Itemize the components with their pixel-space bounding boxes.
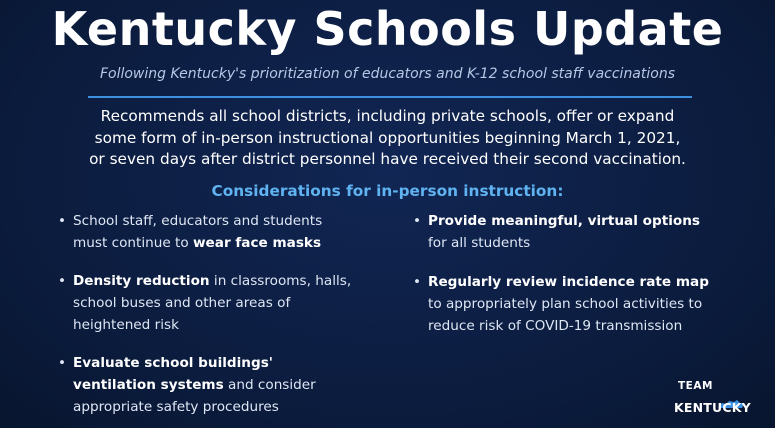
bullet-text-after: in classrooms, halls, school buses and other areas of heightened risk — [73, 273, 352, 333]
bullet-text-after: for all students — [428, 235, 531, 251]
bullet-virtual-options — [412, 210, 722, 254]
intro-paragraph — [40, 106, 735, 171]
bullet-bold: Evaluate school buildings' ventilation systems — [73, 355, 273, 393]
bullet-density-reduction — [57, 270, 357, 336]
considerations-heading: Considerations for in-person instruction: — [211, 182, 564, 200]
bullet-text-after: and consider appropriate safety procedures — [73, 377, 316, 415]
bullet-incidence-map — [412, 271, 722, 337]
bullet-bold: Regularly review incidence rate map — [428, 274, 709, 290]
bullet-ventilation — [57, 352, 357, 418]
left-bullet-list — [57, 210, 357, 418]
bullet-text-before: School staff, educators and students must continue to — [73, 213, 323, 251]
intro-line-3: or seven days after district personnel have received their second vaccination. — [89, 150, 686, 168]
page-title: Kentucky Schools Update — [51, 2, 724, 56]
logo-kentucky-text: KENTUCKY — [674, 400, 751, 415]
bullet-text-after: to appropriately plan school activities to reduce risk of COVID-19 transmission — [428, 296, 703, 334]
bullet-face-masks — [57, 210, 357, 254]
right-bullet-list — [412, 210, 722, 337]
bullet-bold: Provide meaningful, virtual options — [428, 213, 700, 229]
intro-line-1: Recommends all school districts, including private schools, offer or expand — [100, 107, 675, 125]
team-kentucky-logo — [674, 380, 766, 420]
logo-team-text: TEAM — [678, 380, 713, 392]
bullet-bold: wear face masks — [193, 235, 322, 251]
intro-line-2: some form of in-person instructional opportunities beginning March 1, 2021, — [94, 128, 681, 147]
bullet-bold: Density reduction — [73, 273, 210, 289]
subtitle: Following Kentucky's prioritization of educators and K-12 school staff vaccinations — [99, 66, 676, 82]
divider-line — [88, 96, 692, 98]
